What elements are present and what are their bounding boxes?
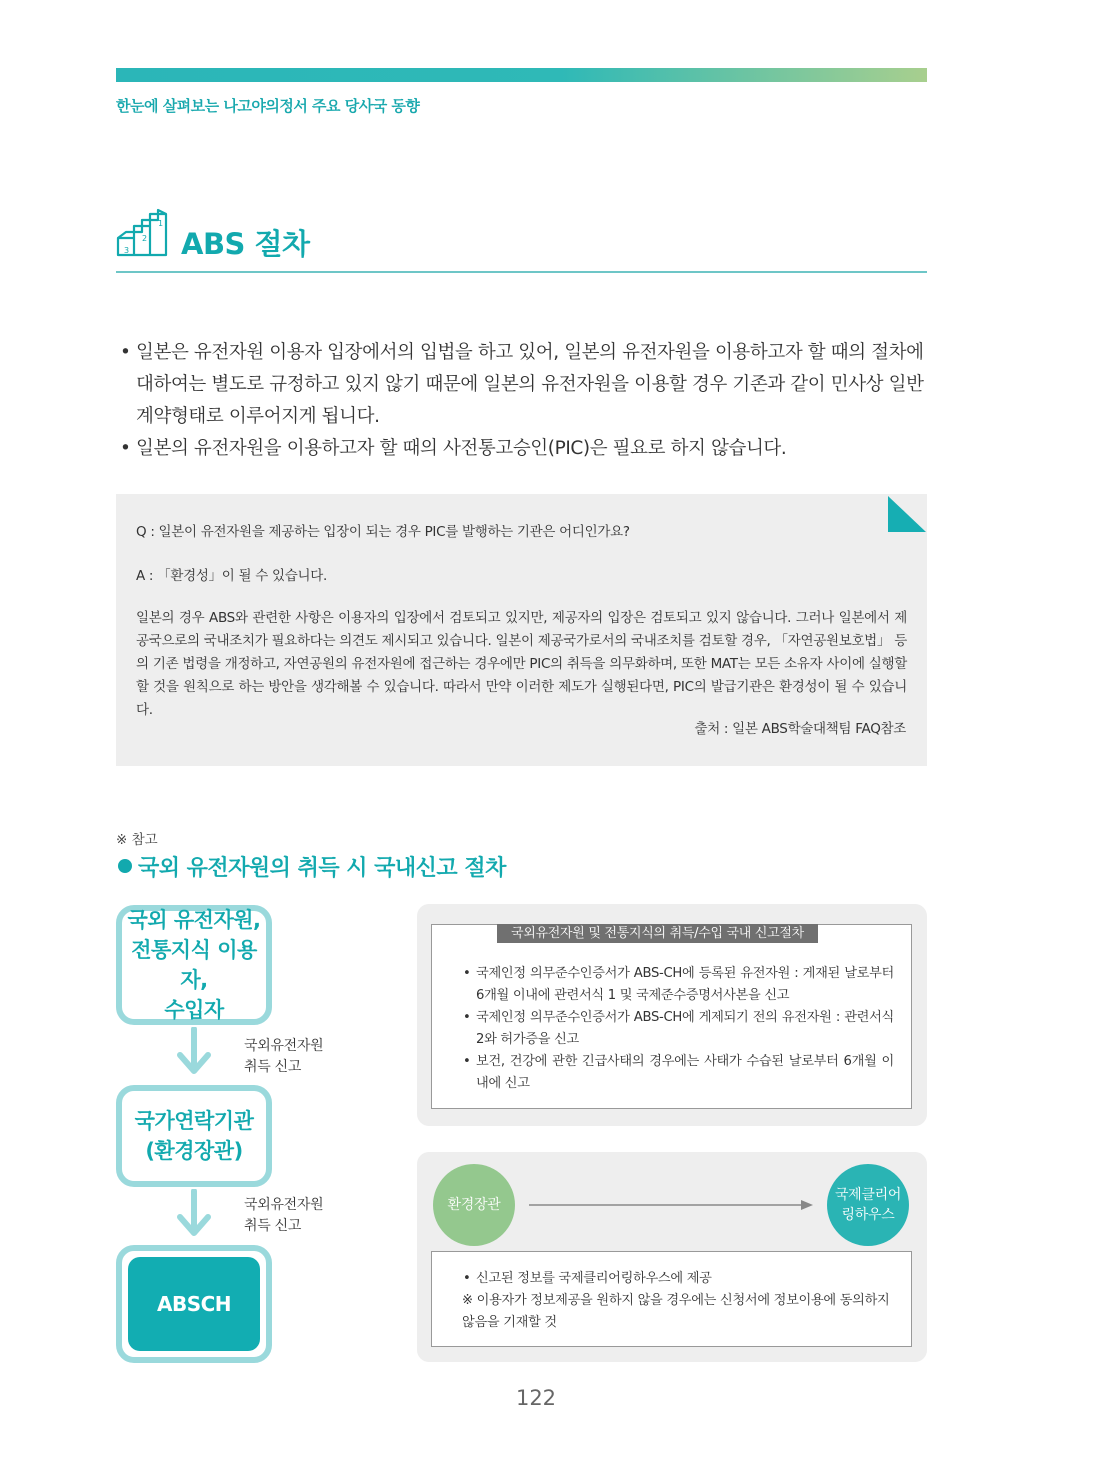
info-list (462, 1268, 902, 1334)
svg-text:2: 2 (142, 234, 148, 243)
qa-answer: A : 「환경성」이 될 수 있습니다. (136, 568, 327, 584)
list-item: • 일본은 유전자원 이용자 입장에서의 입법을 하고 있어, 일본의 유전자원을 이용하고자 할 때의 절차에 대하여는 별도로 규정하고 있지 않기 때문에 일본의 유전자원을 이용할 경우 기존과 같이 민사상 일반 계약형태로 이루어지게 됩니다. (116, 337, 931, 433)
qa-source: 출처 : 일본 ABS학술대책팀 FAQ참조 (694, 721, 906, 737)
bullet-dot-icon (118, 859, 132, 873)
list-item: • 보건, 건강에 관한 긴급사태의 경우에는 사태가 수습된 날로부터 6개월 이내에 신고 (462, 1051, 894, 1095)
flow-step-label (244, 1195, 323, 1237)
flow-box-line: 수입자 (164, 998, 224, 1022)
flow-box-line: 국외 유전자원, (127, 908, 261, 932)
list-item: • 국제인정 의무준수인증서가 ABS-CH에 게제되기 전의 유전자원 : 관련서식 2와 허가증을 신고 (462, 1007, 894, 1051)
down-arrow-icon (174, 1027, 214, 1077)
list-item: • 국제인정 의무준수인증서가 ABS-CH에 등록된 유전자원 : 게재된 날로부터 6개월 이내에 관련서식 1 및 국제준수증명서사본을 신고 (462, 963, 894, 1007)
corner-fold-icon (888, 496, 926, 532)
note-label: ※ 참고 (116, 832, 158, 848)
reference-note: ※ 이용자가 정보제공을 원하지 않을 경우에는 신청서에 정보이용에 동의하지 않음을 기재할 것 (462, 1293, 890, 1330)
qa-body: 일본의 경우 ABS와 관련한 사항은 이용자의 입장에서 검토되고 있지만, 제공자의 입장은 검토되고 있지 않습니다. 그러나 일본에서 제공국으로의 국내조치가 필요하다는 의견도 제시되고 있습니다. 일본이 제공국가로서의 국내조치를 검토할 경우, 「자연공원보호법」 등의 기존 법령을 개정하고, 자연공원의 유전자원에 접근하는 경우에만 PIC의 취득을 의무화하며, 또한 MAT는 모든 소유자 사이에 실행할 할 것을 원칙으로 하는 방안을 생각해볼 수 있습니다. 따라서 만약 이러한 제도가 실행된다면, PIC의 발급기관은 환경성이 될 수 있습니다. (136, 610, 907, 718)
bullet-list (116, 337, 931, 465)
flow-step-line: 취득 신고 (244, 1218, 302, 1234)
svg-text:1: 1 (158, 219, 164, 228)
flow-step-label (244, 1036, 323, 1078)
circle-line: 링하우스 (841, 1207, 895, 1223)
qa-box (116, 494, 927, 766)
clearing-house-circle (827, 1164, 909, 1246)
title-divider (116, 271, 927, 273)
svg-text:3: 3 (124, 246, 130, 255)
flow-step-line: 국외유전자원 (244, 1038, 324, 1054)
page-number: 122 (515, 1386, 557, 1410)
section-title: ABS 절차 (181, 227, 310, 261)
stairs-icon (116, 208, 168, 258)
procedure-tag: 국외유전자원 및 전통지식의 취득/수입 국내 신고절차 (497, 924, 818, 943)
flow-box-authority (116, 1085, 272, 1187)
procedure-list (462, 963, 894, 1095)
right-arrow-icon (529, 1199, 815, 1211)
flow-box-user (116, 905, 272, 1025)
running-head: 한눈에 살펴보는 나고야의정서 주요 당사국 동향 (116, 97, 420, 115)
env-minister-circle: 환경장관 (433, 1164, 515, 1246)
down-arrow-icon (174, 1189, 214, 1239)
sub-title-text: 국외 유전자원의 취득 시 국내신고 절차 (138, 856, 506, 881)
flow-box-line: 국가연락기관 (134, 1109, 254, 1133)
flow-box-line: 전통지식 이용자, (131, 938, 257, 992)
procedure-box (431, 924, 912, 1109)
flow-box-line: (환경장관) (145, 1139, 243, 1163)
list-item: • 일본의 유전자원을 이용하고자 할 때의 사전통고승인(PIC)은 필요로 하지 않습니다. (116, 433, 931, 465)
flow-step-line: 국외유전자원 (244, 1197, 324, 1213)
flow-box-absch (116, 1245, 272, 1363)
procedure-panel (417, 904, 927, 1126)
absch-label: ABSCH (128, 1257, 260, 1351)
flow-step-line: 취득 신고 (244, 1059, 302, 1075)
list-item: • 신고된 정보를 국제클리어링하우스에 제공 (462, 1268, 902, 1290)
qa-question: Q : 일본이 유전자원을 제공하는 입장이 되는 경우 PIC를 발행하는 기관은 어디인가요? (136, 524, 630, 540)
circle-line: 국제클리어 (834, 1187, 902, 1203)
sub-title (118, 851, 506, 882)
info-flow-panel (417, 1152, 927, 1362)
info-box (431, 1251, 912, 1347)
header-gradient-bar (116, 68, 927, 82)
